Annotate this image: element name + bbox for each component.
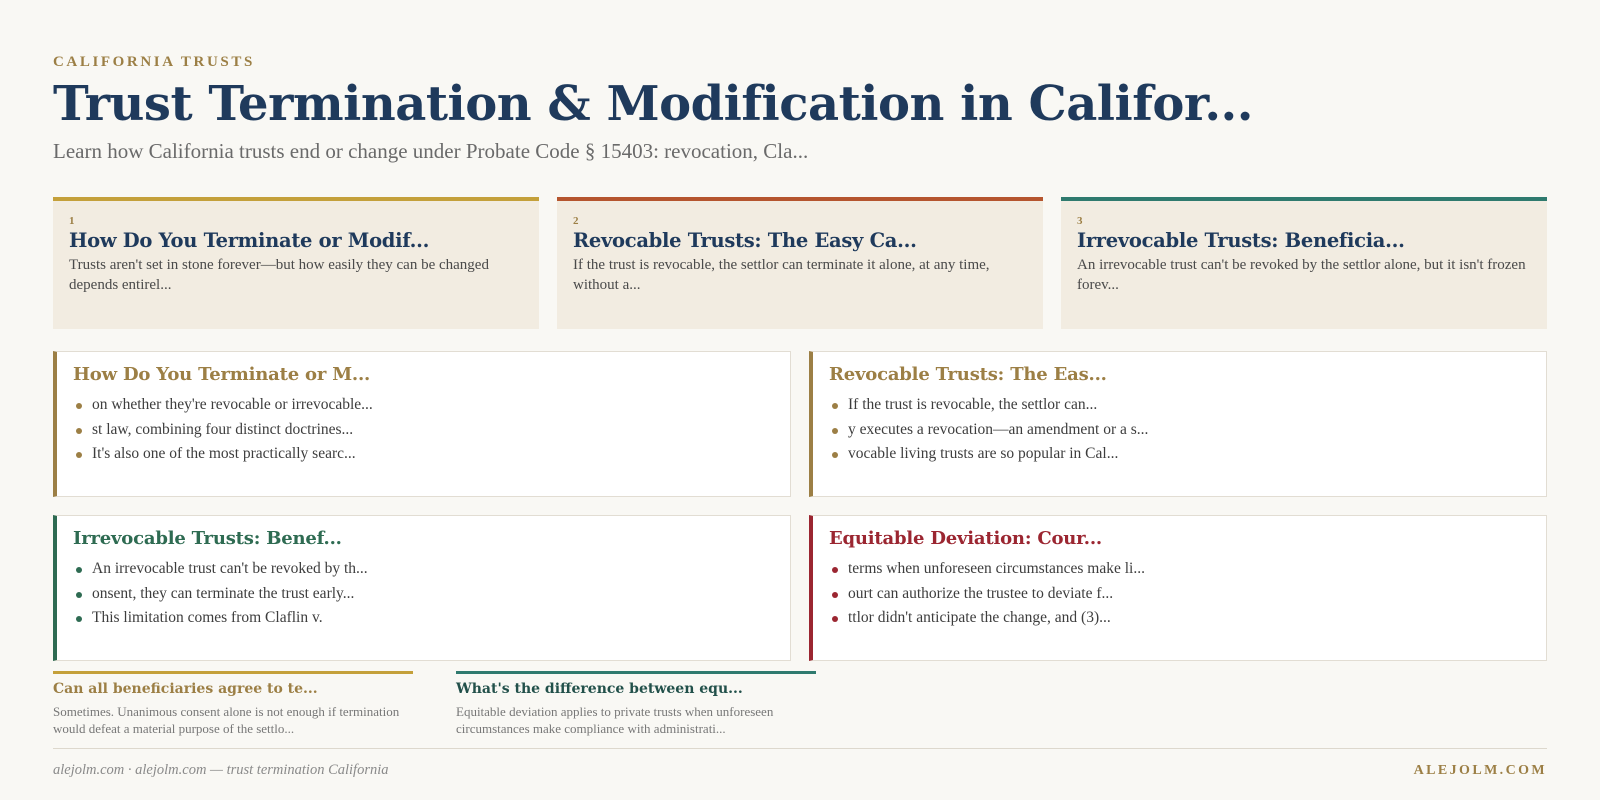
card-title: Revocable Trusts: The Easy Ca...: [573, 229, 917, 252]
bullet-dot-icon: [76, 616, 82, 622]
list-item: This limitation comes from Claflin v.: [73, 606, 774, 631]
panel-title: How Do You Terminate or M...: [73, 364, 371, 385]
detail-panel-equitable-deviation[interactable]: [809, 515, 1547, 661]
faq-item-equitable-difference[interactable]: [456, 671, 816, 737]
panel-bullet-list: [829, 393, 1530, 467]
page: [53, 0, 1547, 800]
list-item: y executes a revocation—an amendment or a s...: [829, 418, 1530, 443]
footer-divider: [53, 748, 1547, 749]
summary-card-2[interactable]: [557, 197, 1043, 329]
summary-card-3[interactable]: [1061, 197, 1547, 329]
card-title: Irrevocable Trusts: Beneficia...: [1077, 229, 1405, 252]
summary-card-1[interactable]: [53, 197, 539, 329]
bullet-dot-icon: [76, 567, 82, 573]
bullet-dot-icon: [76, 428, 82, 434]
card-number: 2: [573, 215, 579, 227]
bullet-dot-icon: [832, 452, 838, 458]
list-item: on whether they're revocable or irrevocable...: [73, 393, 774, 418]
bullet-dot-icon: [76, 452, 82, 458]
card-number: 1: [69, 215, 75, 227]
faq-question: What's the difference between equ...: [456, 681, 743, 697]
bullet-dot-icon: [832, 403, 838, 409]
panel-title: Revocable Trusts: The Eas...: [829, 364, 1107, 385]
panel-bullet-list: [73, 393, 774, 467]
panel-title: Equitable Deviation: Cour...: [829, 528, 1102, 549]
list-item: An irrevocable trust can't be revoked by th...: [73, 557, 774, 582]
faq-answer: Sometimes. Unanimous consent alone is not enough if termination would defeat a material purpose of the settlo...: [53, 704, 400, 736]
card-number: 3: [1077, 215, 1083, 227]
faq-section: [53, 671, 816, 737]
faq-question: Can all beneficiaries agree to te...: [53, 681, 318, 697]
footer-brand-link[interactable]: ALEJOLM.COM: [1413, 763, 1547, 778]
panel-bullet-list: [73, 557, 774, 631]
faq-item-beneficiaries[interactable]: [53, 671, 413, 737]
detail-panel-irrevocable[interactable]: [53, 515, 791, 661]
list-item: st law, combining four distinct doctrines...: [73, 418, 774, 443]
list-item: vocable living trusts are so popular in Cal...: [829, 442, 1530, 467]
summary-cards: [53, 197, 1547, 329]
bullet-dot-icon: [832, 592, 838, 598]
detail-panel-terminate[interactable]: [53, 351, 791, 497]
panel-bullet-list: [829, 557, 1530, 631]
bullet-dot-icon: [832, 428, 838, 434]
footer-source: alejolm.com · alejolm.com — trust termination California: [53, 762, 389, 778]
card-text: Trusts aren't set in stone forever—but how easily they can be changed depends entirel...: [69, 257, 489, 293]
bullet-dot-icon: [76, 592, 82, 598]
eyebrow-label: CALIFORNIA TRUSTS: [53, 54, 255, 70]
list-item: It's also one of the most practically searc...: [73, 442, 774, 467]
bullet-dot-icon: [832, 616, 838, 622]
page-title: Trust Termination & Modification in Califor...: [53, 76, 1253, 132]
list-item: ttlor didn't anticipate the change, and (3)...: [829, 606, 1530, 631]
list-item: If the trust is revocable, the settlor can...: [829, 393, 1530, 418]
list-item: ourt can authorize the trustee to deviate f...: [829, 582, 1530, 607]
panel-title: Irrevocable Trusts: Benef...: [73, 528, 342, 549]
detail-panels: [53, 351, 1547, 661]
list-item: terms when unforeseen circumstances make li...: [829, 557, 1530, 582]
list-item: onsent, they can terminate the trust early...: [73, 582, 774, 607]
bullet-dot-icon: [76, 403, 82, 409]
card-text: An irrevocable trust can't be revoked by the settlor alone, but it isn't frozen forev...: [1077, 257, 1526, 293]
detail-panel-revocable[interactable]: [809, 351, 1547, 497]
card-title: How Do You Terminate or Modif...: [69, 229, 430, 252]
card-text: If the trust is revocable, the settlor can terminate it alone, at any time, without a...: [573, 257, 990, 293]
page-subtitle: Learn how California trusts end or change under Probate Code § 15403: revocation, Cla...: [53, 139, 809, 163]
faq-answer: Equitable deviation applies to private trusts when unforeseen circumstances make compliance with administrati...: [456, 704, 774, 736]
bullet-dot-icon: [832, 567, 838, 573]
